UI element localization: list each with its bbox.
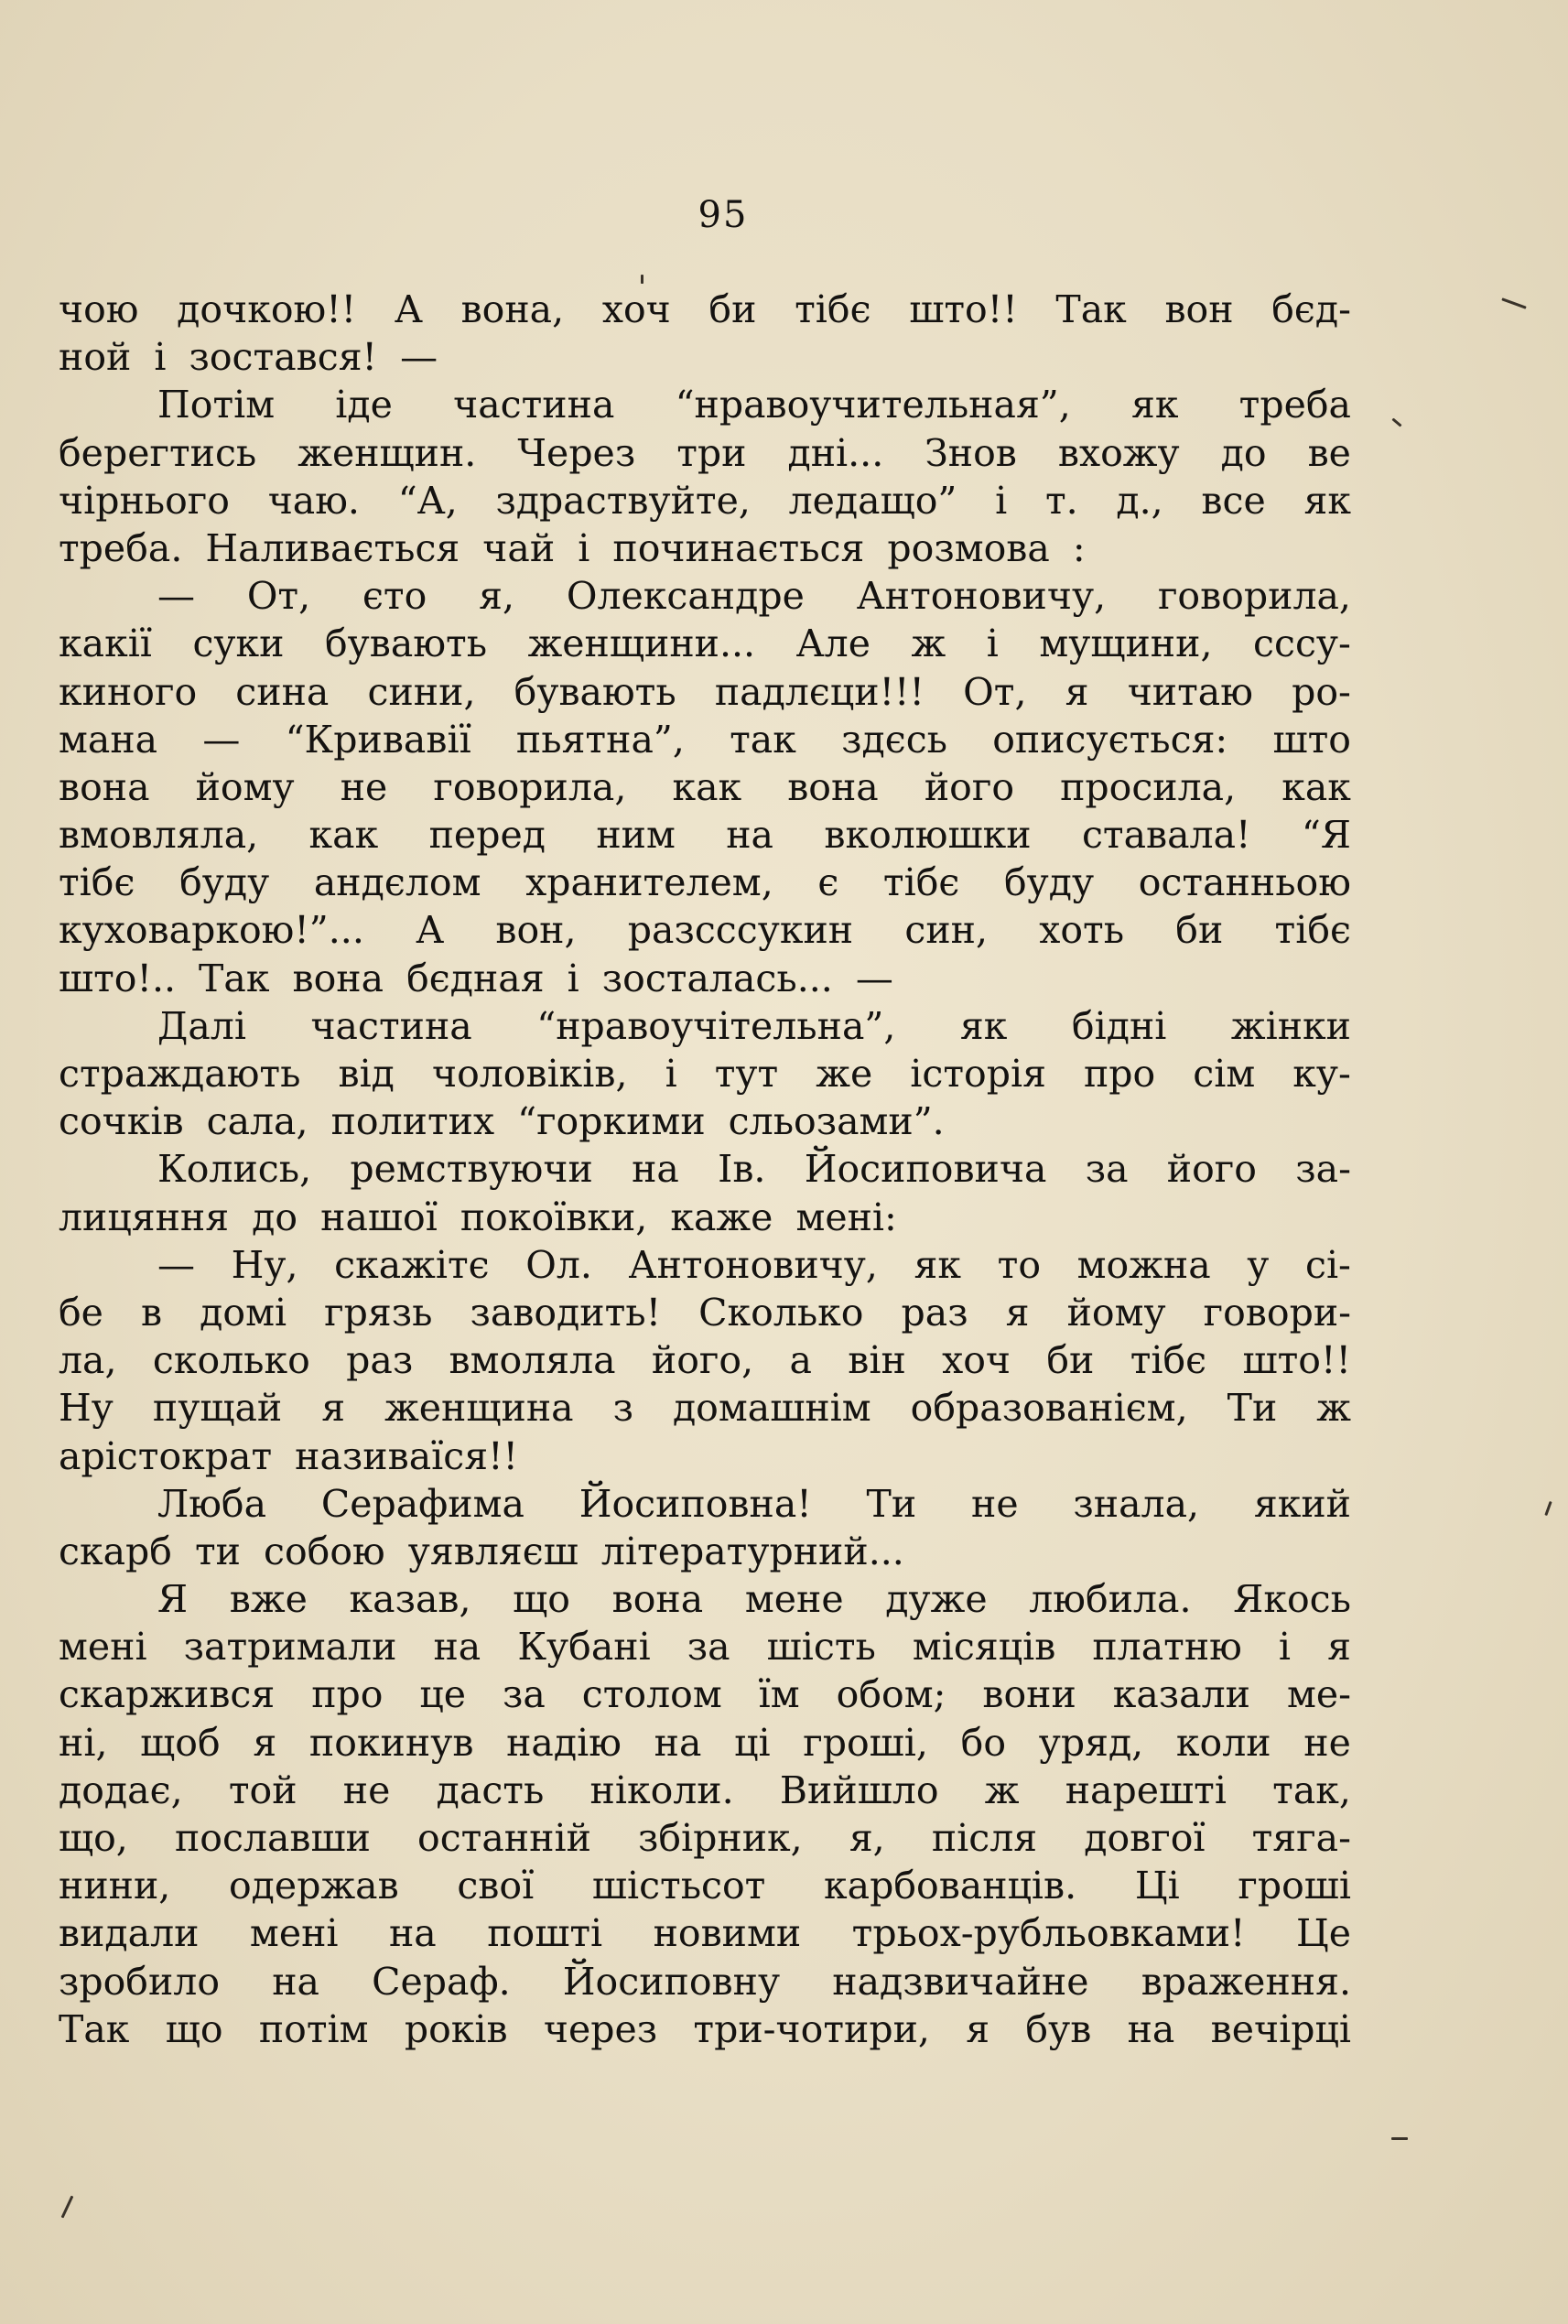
text-line: треба. Наливається чай і починається розмова : (59, 525, 1086, 570)
text-line: чірнього чаю. “А, здраствуйте, ледащо” і т. д., все як (59, 478, 1351, 523)
dust-speck (61, 2196, 74, 2219)
text-line: скаржився про це за столом їм обом; вони казали ме- (59, 1672, 1351, 1717)
text-line: Так що потім років через три-чотири, я був на вечірці (59, 2006, 1351, 2051)
text-line: чою дочкою!! А вона, хоч би тібє што!! Так вон бєд- (59, 287, 1351, 331)
text-line: што!.. Так вона бєдная і зосталась... — (59, 956, 893, 1000)
text-line: киного сина сини, бувають падлєци!!! От, я читаю ро- (59, 669, 1351, 714)
text-line: Колись, ремствуючи на Ів. Йосиповича за його за- (157, 1147, 1351, 1192)
text-line: Я вже казав, що вона мене дуже любила. Якось (157, 1577, 1351, 1622)
text-line: сочків сала, политих “горкими сльозами”. (59, 1099, 945, 1144)
text-line: ні, щоб я покинув надію на ці гроші, бо уряд, коли не (59, 1720, 1351, 1765)
text-line: додає, той не дасть ніколи. Вийшло ж нарешті так, (59, 1767, 1351, 1812)
text-line: арістократ називаїся!! (59, 1433, 519, 1478)
text-line: вмовляла, как перед ним на вколюшки ставала! “Я (59, 813, 1351, 858)
text-line: вона йому не говорила, как вона його просила, как (59, 764, 1351, 809)
text-line: нини, одержав свої шістьсот карбованців. Ці гроші (59, 1864, 1351, 1908)
text-line: бе в домі грязь заводить! Сколько раз я йому говори- (59, 1290, 1351, 1335)
dust-speck (1391, 417, 1401, 427)
text-line: мана — “Кривавії пьятна”, так здєсь описується: што (59, 717, 1351, 762)
text-line: видали мені на пошті новими трьох-рубльовками! Це (59, 1911, 1351, 1956)
dust-speck (1501, 297, 1526, 308)
text-line: — Ну, скажітє Ол. Антоновичу, як то можна у сі- (157, 1242, 1351, 1287)
text-line: зробило на Сераф. Йосиповну надзвичайне враження. (59, 1959, 1351, 2004)
text-line: ла, сколько раз вмоляла його, а він хоч би тібє што!! (59, 1338, 1351, 1383)
page-number: 95 (697, 194, 749, 236)
body-text (59, 286, 1351, 2053)
text-line: ной і зоставcя! — (59, 335, 438, 380)
text-line: Потім іде частина “нравоучительная”, як треба (157, 383, 1351, 427)
text-line: Далі частина “нравоучітельна”, як бідні жінки (157, 1003, 1351, 1048)
dust-speck (1544, 1501, 1552, 1516)
dust-speck (641, 275, 643, 284)
text-line: берегтись женщин. Через три дні... Знов вхожу до ве (59, 430, 1351, 475)
text-line: — От, єто я, Олександре Антоновичу, говорила, (157, 574, 1351, 619)
text-line: лицяння до нашої покоївки, каже мені: (59, 1194, 897, 1239)
dust-speck (1391, 2137, 1408, 2140)
text-line: куховаркою!”... А вон, разссcукин син, хоть би тібє (59, 908, 1351, 953)
text-line: Люба Серафима Йосиповна! Ти не знала, який (157, 1481, 1351, 1526)
text-line: какії суки бувають женщини... Але ж і мущини, сссу- (59, 622, 1351, 666)
text-line: мені затримали на Кубані за шість місяців платню і я (59, 1625, 1351, 1670)
text-line: тібє буду андєлом хранителем, є тібє буду останньою (59, 860, 1351, 905)
text-line: страждають від чоловіків, і тут же історія про сім ку- (59, 1052, 1351, 1096)
text-line: Ну пущай я женщина з домашнім образованієм, Ти ж (59, 1386, 1351, 1431)
text-line: скарб ти собою уявляєш літературний... (59, 1529, 904, 1573)
text-line: що, пославши останній збірник, я, після довгої тяга- (59, 1816, 1351, 1860)
